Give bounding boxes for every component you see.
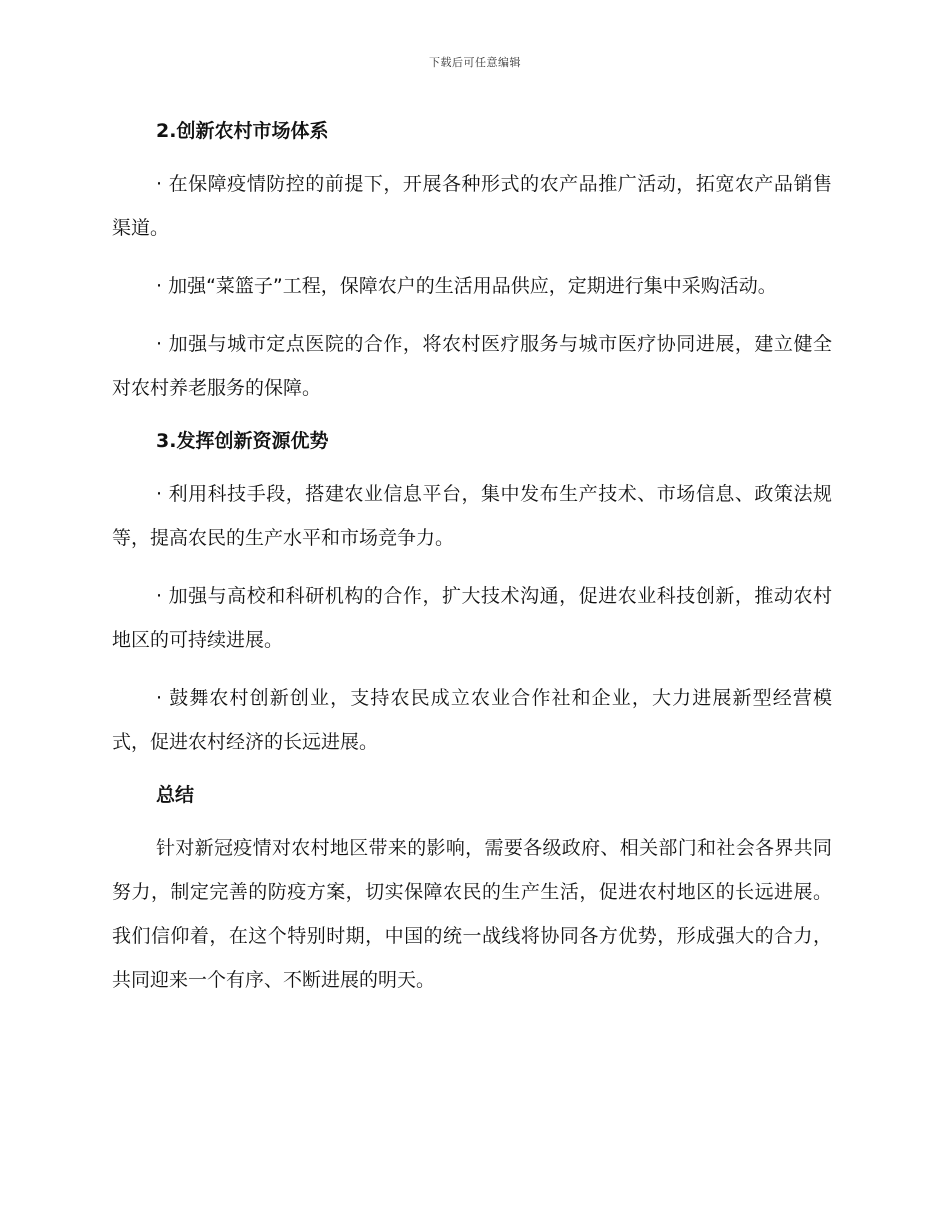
section-heading-innovation-resources: 3.发挥创新资源优势 [156,430,329,452]
paragraph-entrepreneurship: · 鼓舞农村创新创业，支持农民成立农业合作社和企业，大力进展新型经营模式，促进农村经济的长远进展。 [112,687,832,753]
document-body [112,112,832,1002]
paragraph-promotion: · 在保障疫情防控的前提下，开展各种形式的农产品推广活动，拓宽农产品销售渠道。 [112,173,832,239]
paragraph-hospital-cooperation: · 加强与城市定点医院的合作，将农村医疗服务与城市医疗协同进展，建立健全对农村养老服务的保障。 [112,333,832,399]
section-heading-summary: 总结 [156,784,195,806]
page-header: 下载后可任意编辑 [429,56,521,69]
paragraph-vegetable-basket: · 加强“菜篮子”工程，保障农户的生活用品供应，定期进行集中采购活动。 [156,275,777,297]
section-heading-market-system: 2.创新农村市场体系 [156,120,329,142]
paragraph-info-platform: · 利用科技手段，搭建农业信息平台，集中发布生产技术、市场信息、政策法规等，提高农民的生产水平和市场竞争力。 [112,483,832,549]
paragraph-summary: 针对新冠疫情对农村地区带来的影响，需要各级政府、相关部门和社会各界共同努力，制定完善的防疫方案，切实保障农民的生产生活，促进农村地区的长远进展。我们信仰着，在这个特别时期，中国的统一战线将协同各方优势，形成强大的合力，共同迎来一个有序、不断进展的明天。 [112,837,832,991]
paragraph-university-cooperation: · 加强与高校和科研机构的合作，扩大技术沟通，促进农业科技创新，推动农村地区的可持续进展。 [112,585,832,651]
